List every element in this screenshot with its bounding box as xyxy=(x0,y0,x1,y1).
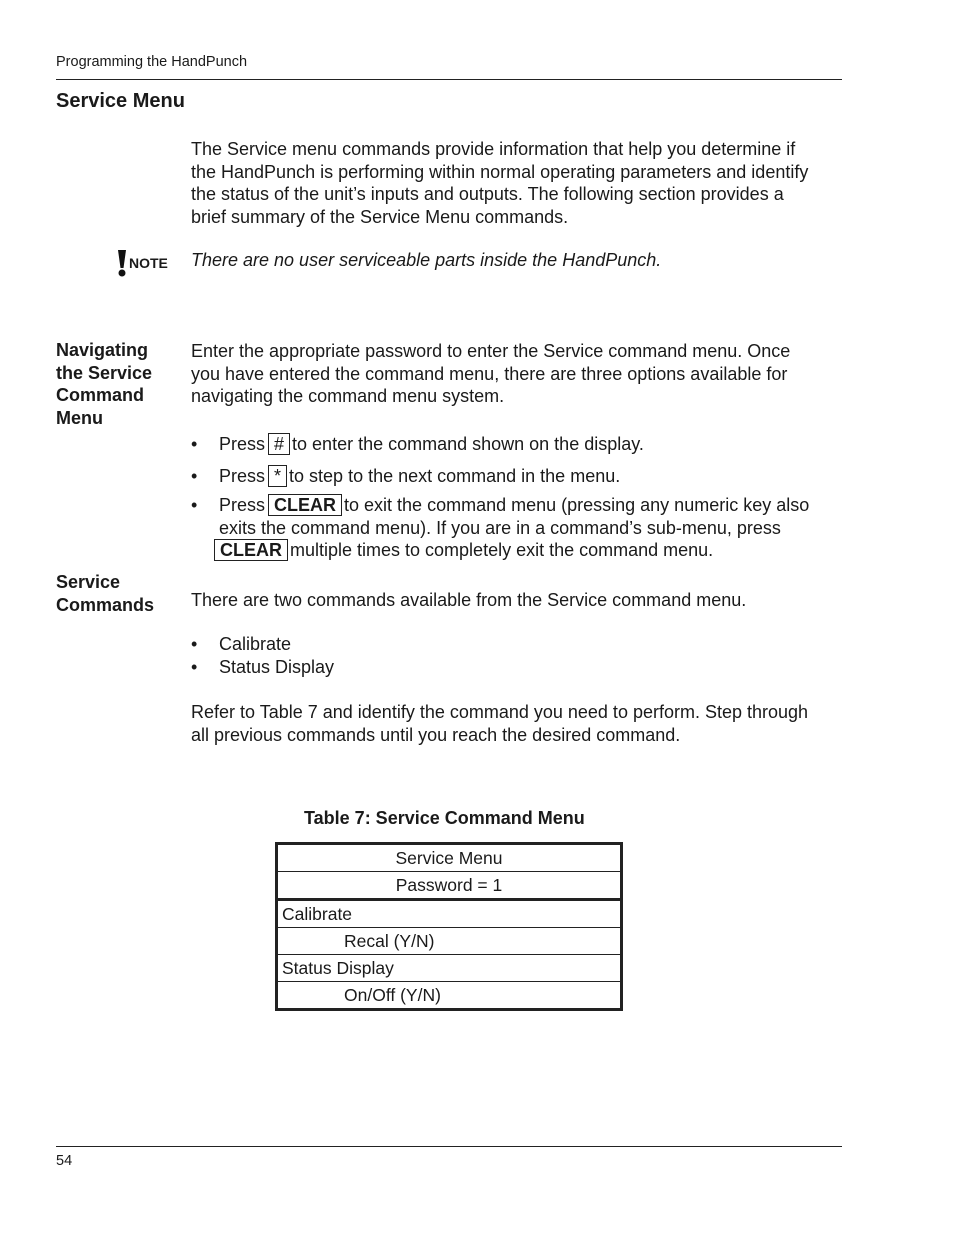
footer-rule xyxy=(56,1146,842,1147)
intro-line: The Service menu commands provide information that help you determine if xyxy=(191,139,796,159)
table-cell: Recal (Y/N) xyxy=(277,928,622,955)
table-row xyxy=(277,900,622,928)
bullet-post: to step to the next command in the menu. xyxy=(289,466,621,486)
bullet-pre: Press xyxy=(219,495,266,515)
intro-paragraph xyxy=(191,138,808,228)
nav-line: navigating the command menu system. xyxy=(191,386,505,407)
table-cell: On/Off (Y/N) xyxy=(277,982,622,1010)
table-row xyxy=(277,928,622,955)
running-header: Programming the HandPunch xyxy=(56,54,248,70)
hash-key: # xyxy=(268,433,290,455)
header-rule xyxy=(56,79,842,80)
table-cell: Status Display xyxy=(277,955,622,982)
nav-line: Enter the appropriate password to enter the Service command menu. Once xyxy=(191,341,791,361)
command-list: • Calibrate • Status Display xyxy=(191,634,335,677)
bullet-item: • Press * to step to the next command in the menu. xyxy=(191,466,621,486)
note-label: NOTE xyxy=(129,255,168,271)
heading-line: Menu xyxy=(56,407,103,428)
table-cell: Calibrate xyxy=(277,900,622,928)
table-row xyxy=(277,955,622,982)
heading-line: Command xyxy=(56,385,145,406)
bullet-continuation: exits the command menu). If you are in a command’s sub-menu, press xyxy=(219,517,781,538)
intro-line: the status of the unit’s inputs and outputs. The following section provides a xyxy=(191,184,784,205)
refer-line: all previous commands until you reach the desired command. xyxy=(191,724,681,745)
bullet-pre: Press xyxy=(219,466,266,486)
table-row xyxy=(277,982,622,1010)
page-number: 54 xyxy=(56,1153,73,1169)
table-caption: Table 7: Service Command Menu xyxy=(304,808,585,828)
table-row xyxy=(277,872,622,900)
heading-line: Commands xyxy=(56,594,155,615)
intro-line: the HandPunch is performing within normal operating parameters and identify xyxy=(191,161,809,182)
bullet-pre: Press xyxy=(219,434,266,454)
page-title: Service Menu xyxy=(56,90,185,112)
star-key: * xyxy=(268,465,287,487)
service-commands-heading xyxy=(56,571,181,616)
intro-line: brief summary of the Service Menu commands. xyxy=(191,206,569,227)
bullet-item: • Press CLEAR to exit the command menu (pressing any numeric key also exits the command menu). If you are in a command’s sub-menu, press CLEAR multiple times to completely exit the command menu. xyxy=(191,495,810,561)
heading-line: the Service xyxy=(56,362,153,383)
heading-line: Navigating xyxy=(56,340,149,360)
list-item: Status Display xyxy=(219,656,335,677)
bullet-post: to enter the command shown on the display. xyxy=(292,434,644,454)
service-commands-intro: There are two commands available from the Service command menu. xyxy=(191,590,747,610)
table-cell: Service Menu xyxy=(277,844,622,872)
bullet-item: • Press # to enter the command shown on the display. xyxy=(191,434,644,454)
list-item: Calibrate xyxy=(219,634,292,654)
clear-key: CLEAR xyxy=(214,539,288,561)
nav-line: you have entered the command menu, there are three options available for xyxy=(191,363,788,384)
bullet-post: to exit the command menu (pressing any numeric key also xyxy=(344,495,810,515)
bullet-post: multiple times to completely exit the command menu. xyxy=(290,540,714,561)
note-text: There are no user serviceable parts inside the HandPunch. xyxy=(191,250,662,270)
table-row xyxy=(277,844,622,872)
clear-key: CLEAR xyxy=(268,494,342,516)
navigating-paragraph xyxy=(191,340,790,408)
refer-paragraph xyxy=(191,701,808,746)
refer-line: Refer to Table 7 and identify the command you need to perform. Step through xyxy=(191,702,809,722)
service-command-table xyxy=(275,842,623,1011)
navigating-heading xyxy=(56,339,181,429)
exclamation-icon xyxy=(116,249,128,277)
table-cell: Password = 1 xyxy=(277,872,622,900)
heading-line: Service xyxy=(56,572,121,592)
